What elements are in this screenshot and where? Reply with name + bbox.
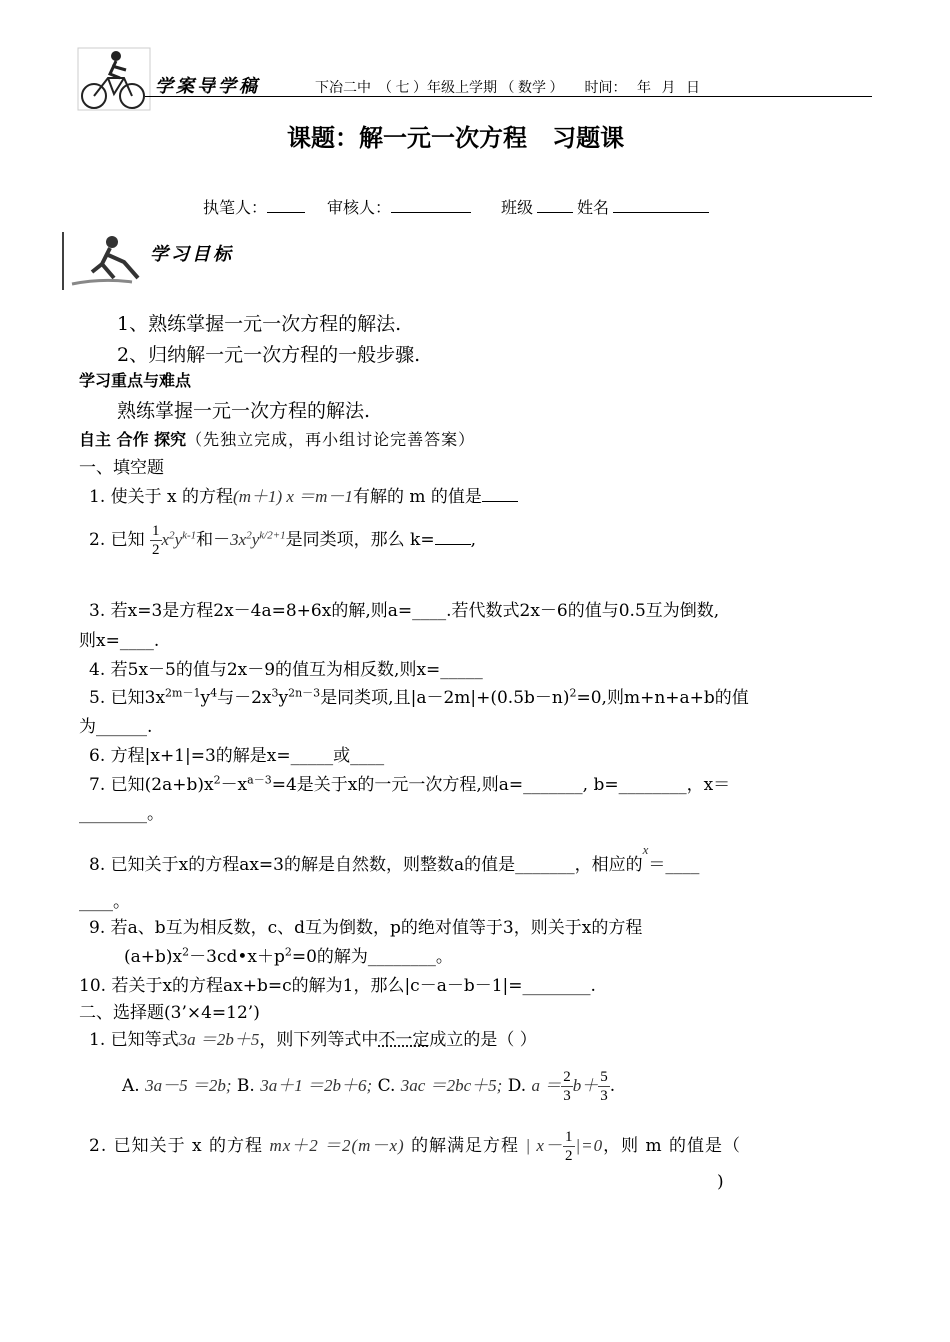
q1-equation: (m＋1) x ＝m－1 xyxy=(233,487,353,506)
choice-options xyxy=(122,1068,615,1105)
header-logo-icon xyxy=(76,46,152,112)
header-logo-text: 学案导学稿 xyxy=(155,76,260,97)
explore-note: （先独立完成，再小组讨论完善答案） xyxy=(186,430,476,449)
goals-heading: 学习目标 xyxy=(150,244,234,265)
reviewer-blank[interactable] xyxy=(391,198,471,213)
q2-fraction: $\frac{1}{2}$ xyxy=(152,523,160,558)
class-label: 班级 xyxy=(501,200,534,217)
question-5a: 5. 已知$3x^{2m-1}y^4$与$-2x^3y^{2n-3}$是同类项,且$|a-2m|+(0.5b-n)^2=0$,则m+n+a+b的值 xyxy=(89,686,749,708)
question-7a: 7. 已知$(2a+b)x^2-x^{a-3}=4$是关于x的一元一次方程,则a=_______, b=________，x＝ xyxy=(89,773,731,795)
header-divider xyxy=(145,96,872,97)
question-9a: 9. 若a、b互为相反数，c、d互为倒数，p的绝对值等于3，则关于x的方程 xyxy=(89,918,643,938)
author-label: 执笔人： xyxy=(203,200,268,217)
goals-icon xyxy=(62,232,146,290)
question-8b: ____。 xyxy=(79,892,130,912)
question-6: 6. 方程|x+1|=3的解是x=_____或____ xyxy=(89,746,385,766)
choice-question-2: 2. 已知关于 x 的方程 mx＋2 ＝2(m－x) 的解满足方程 | x－ $\frac{1}{2}$ |=0，则 m 的值是（ xyxy=(89,1129,742,1164)
question-8a: 8. 已知关于x的方程ax=3的解是自然数，则整数a的值是_______，相应的$^x$＝____ xyxy=(89,842,700,875)
name-label: 姓名 xyxy=(577,200,610,217)
q2-text-a: 2. 已知 xyxy=(89,530,145,550)
question-10: 10. 若关于x的方程ax+b=c的解为1，那么|c－a－b－1|=________. xyxy=(79,976,596,996)
q2-mid: 和－ xyxy=(196,530,231,550)
choice-question-2-close: ) xyxy=(717,1172,724,1192)
q1-text-b: 有解的 m 的值是 xyxy=(352,487,482,507)
goal-item-1: 1、熟练掌握一元一次方程的解法. xyxy=(117,313,402,335)
name-blank[interactable] xyxy=(613,198,709,213)
section1-heading: 一、填空题 xyxy=(79,458,164,478)
q2-blank[interactable] xyxy=(435,530,471,545)
class-blank[interactable] xyxy=(537,198,573,213)
page-title: 课题：解一元一次方程 习题课 xyxy=(287,124,625,152)
option-d[interactable]: D. a ＝ $\frac{2}{3}$ b＋ $\frac{5}{3}$ . xyxy=(507,1069,616,1104)
q1-text-a: 1. 使关于 x 的方程 xyxy=(89,487,234,507)
question-3a: 3. 若x=3是方程2x－4a=8+6x的解,则a=____.若代数式2x－6的值与0.5互为倒数, xyxy=(89,601,720,621)
emphasis-dotted: 不一定 xyxy=(378,1030,430,1050)
question-7b: ________。 xyxy=(79,804,164,824)
key-points-text: 熟练掌握一元一次方程的解法. xyxy=(117,400,371,422)
author-blank[interactable] xyxy=(267,198,305,213)
option-c[interactable]: C. 3ac ＝2bc＋5; xyxy=(377,1076,503,1096)
section2-heading: 二、选择题(3’×4=12’) xyxy=(79,1003,260,1023)
option-a[interactable]: A. 3a－5 ＝2b; xyxy=(122,1076,232,1096)
reviewer-label: 审核人： xyxy=(327,200,392,217)
key-points-heading: 学习重点与难点 xyxy=(79,371,192,390)
signature-line xyxy=(203,195,709,218)
explore-heading: 自主 合作 探究 xyxy=(79,430,187,449)
q1-blank[interactable] xyxy=(482,487,518,502)
question-2: 2. 已知 $\frac{1}{2}$ $x^2y^{k-1}$和$-3x^2y^{k/2+1}$是同类项，那么 k= , xyxy=(89,523,476,558)
question-1 xyxy=(89,482,518,507)
question-5b: 为______. xyxy=(79,717,153,737)
question-9b: $(a+b)x^2-3cd•x+p^2=0$的解为________。 xyxy=(124,945,453,967)
option-b[interactable]: B. 3a＋1 ＝2b＋6; xyxy=(236,1076,373,1096)
choice-question-1: 1. 已知等式3a ＝2b＋5，则下列等式中不一定成立的是（ ） xyxy=(89,1030,537,1050)
q2-text-b: 是同类项，那么 k= xyxy=(285,530,435,550)
goal-item-2: 2、归纳解一元一次方程的一般步骤. xyxy=(117,344,421,366)
header-info: 下冶二中 （ 七 ）年级上学期 （ 数学 ） 时间： 年 月 日 xyxy=(315,81,700,96)
question-3b: 则x=____. xyxy=(79,631,160,651)
explore-line xyxy=(79,427,475,450)
question-4: 4. 若5x－5的值与2x－9的值互为相反数,则x=_____ xyxy=(89,660,483,680)
